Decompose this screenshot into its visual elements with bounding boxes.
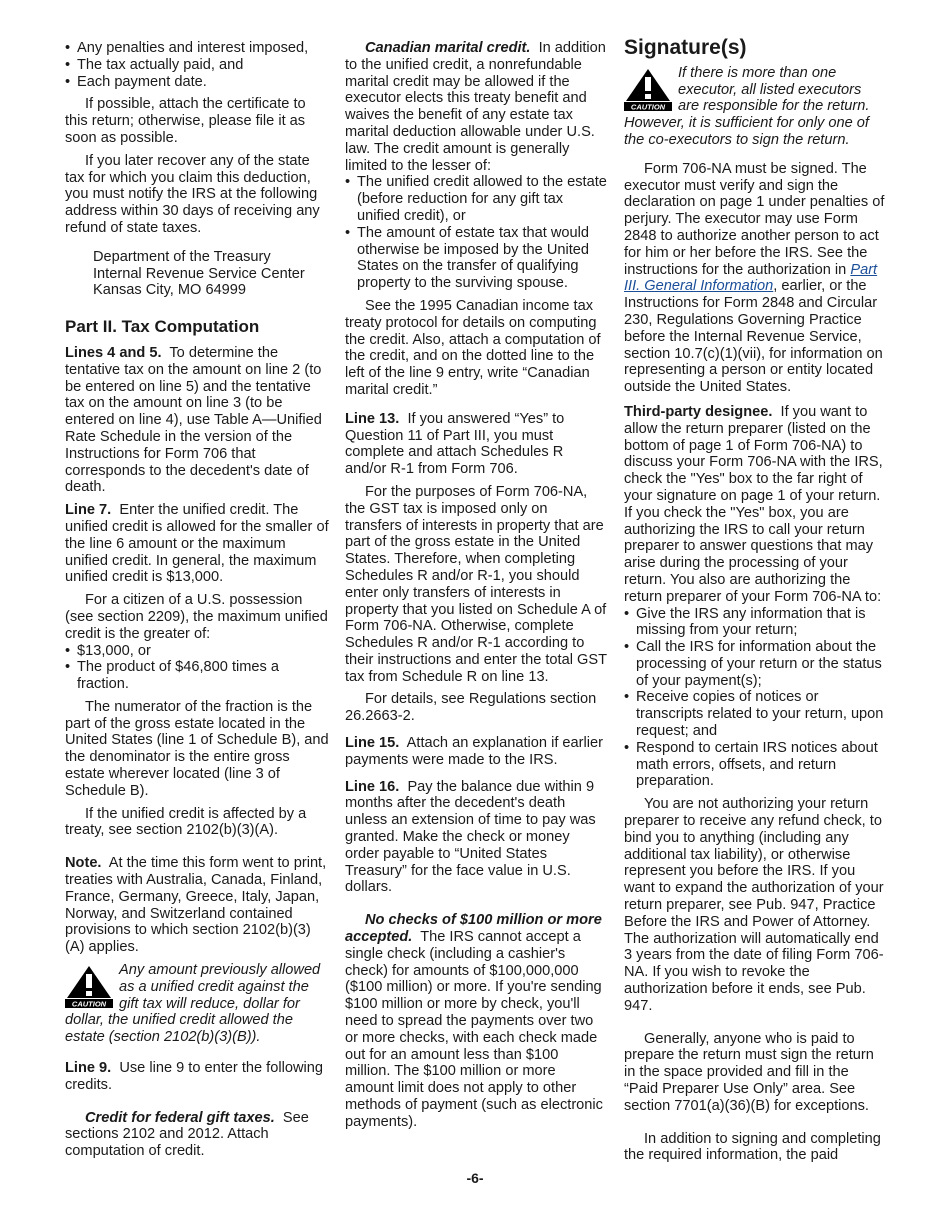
- note-text: At the time this form went to print, treaties with Australia, Canada, Finland, France, Germany, Greece, Italy, Japan, Norway, and Switzerland contained provisions to which section 2102(b)(3)(A) applies.: [65, 855, 327, 956]
- paragraph-signed: [624, 161, 886, 396]
- caution-text: If there is more than one executor, all listed executors are responsible for the return. However, it is sufficient for only one of the co-executors to sign the return.: [624, 64, 870, 148]
- caution-text: Any amount previously allowed as a unified credit against the gift tax will reduce, dollar for dollar, the unified credit allowed the estate (section 2102(b)(3)(B)).: [65, 962, 321, 1046]
- page-number: -6-: [466, 1170, 484, 1186]
- list-item: • The amount of estate tax that would otherwise be imposed by the United States on the transfer of qualifying property to the surviving spouse.: [345, 225, 607, 292]
- line-16-paragraph: [345, 779, 607, 897]
- paragraph-attach: If possible, attach the certificate to this return; otherwise, please file it as soon as possible.: [65, 96, 306, 146]
- line-7-paragraph: [65, 502, 330, 586]
- signatures-heading: Signature(s): [624, 36, 747, 59]
- canadian-credit-label: Canadian marital credit.: [365, 40, 531, 56]
- list-item: • The unified credit allowed to the estate (before reduction for any gift tax unified credit), or: [345, 174, 607, 224]
- line-13-paragraph: [345, 411, 607, 478]
- paragraph-details: For details, see Regulations section 26.2663-2.: [345, 691, 597, 725]
- column-right: [624, 36, 886, 1170]
- canadian-credit-paragraph: [345, 40, 607, 174]
- caution-icon: [65, 964, 113, 1008]
- line-9-paragraph: [65, 1060, 330, 1094]
- line-16-label: Line 16.: [345, 778, 400, 795]
- address-line: Department of the Treasury: [93, 248, 271, 265]
- lines-4-5-paragraph: [65, 345, 330, 496]
- caution-icon: [624, 67, 672, 111]
- canadian-credit-text: In addition to the unified credit, a nonrefundable marital credit may be allowed if the executor elects this treaty benefit and waives the benefit of any estate tax marital deduction allowable under U.S. law. The credit amount is generally limited to the lesser of:: [345, 40, 606, 174]
- line-15-label: Line 15.: [345, 735, 400, 752]
- caution-icon-label: CAUTION: [71, 999, 107, 1009]
- line-16-text: Pay the balance due within 9 months after the decedent's death unless an extension of time to pay was granted. Make the check or money order payable to “United States Treasury” for the face value in U.S. dollars.: [345, 778, 596, 896]
- column-middle: [345, 40, 607, 1137]
- gift-credit-paragraph: [65, 1110, 330, 1160]
- line-7-text: Enter the unified credit. The unified credit is allowed for the smaller of the line 6 amount or the maximum unified credit. In general, the maximum unified credit is $13,000.: [65, 502, 329, 586]
- third-party-text: If you want to allow the return preparer (listed on the bottom of page 1 of Form 706-NA) to discuss your Form 706-NA with the IRS, check the "Yes" box to the far right of your signature on page 1 of your return. If you check the "Yes" box, you are authorizing the IRS to call your return preparer to answer questions that may arise during the processing of your return. You also are authorizing the return preparer of your Form 706-NA to:: [624, 403, 883, 605]
- address-line: Internal Revenue Service Center: [93, 265, 305, 282]
- paragraph-generally: Generally, anyone who is paid to prepare the return must sign the return in the space provided and fill in the “Paid Preparer Use Only” area. See section 7701(a)(36)(B) for exceptions.: [624, 1030, 874, 1114]
- part-iii-link[interactable]: Part III. General Information: [624, 261, 878, 295]
- gift-credit-label: Credit for federal gift taxes.: [85, 1109, 275, 1126]
- signed-text-a: Form 706-NA must be signed. The executor must verify and sign the declaration on page 1 under penalties of perjury. The executor may use Form 2848 to authorize another person to act for him or her before the IRS. See the instructions for the authorization in: [624, 160, 885, 278]
- third-party-label: Third-party designee.: [624, 403, 773, 420]
- list-item: • $13,000, or: [65, 643, 330, 660]
- line-15-paragraph: [345, 735, 607, 769]
- caution-block: [624, 65, 886, 149]
- line-13-label: Line 13.: [345, 410, 400, 427]
- paragraph-treaty: If the unified credit is affected by a treaty, see section 2102(b)(3)(A).: [65, 805, 307, 839]
- list-item: • Any penalties and interest imposed,: [65, 40, 330, 57]
- signed-text-b: , earlier, or the Instructions for Form 2848 and Circular 230, Regulations Governing Practice before the Internal Revenue Service, section 10.7(c)(1)(vii), for information on representing a person or entity located outside the United States.: [624, 278, 883, 396]
- list-item: • Give the IRS any information that is missing from your return;: [624, 606, 886, 640]
- list-item: • Receive copies of notices or transcripts related to your return, upon request; and: [624, 689, 886, 739]
- note-paragraph: [65, 855, 330, 956]
- line-13-text: If you answered “Yes” to Question 11 of Part III, you must complete and attach Schedules R and/or R-1 from Form 706.: [345, 410, 565, 478]
- list-item: • The tax actually paid, and: [65, 57, 330, 74]
- line-9-text: Use line 9 to enter the following credits.: [65, 1060, 323, 1093]
- address-line: Kansas City, MO 64999: [93, 282, 247, 299]
- paragraph-protocol: See the 1995 Canadian income tax treaty protocol for details on computing the credit. Also, attach a computation of the credit, and on the dotted line to the left of the line 9 entry, write “Canadian marital credit.”: [345, 297, 601, 398]
- paragraph-gst: For the purposes of Form 706-NA, the GST tax is imposed only on transfers of interests in property that are part of the gross estate in the United States. Therefore, when completing Schedules R and/or R-1, you should enter only transfers of interests in property that you listed on Schedule A of Form 706-NA. Otherwise, complete Schedules R and/or R-1 according to their instructions and enter the total GST tax from Schedule R on line 13.: [345, 483, 607, 685]
- list-item: • Each payment date.: [65, 74, 330, 91]
- no-checks-paragraph: [345, 912, 607, 1130]
- paragraph-not-authorizing: You are not authorizing your return preparer to receive any refund check, to bind you to anything (including any additional tax liability), or otherwise represent you before the IRS. If you want to expand the authorization of your return preparer, see Pub. 947, Practice Before the IRS and Power of Attorney. The authorization will automatically end 3 years from the date of filing Form 706-NA. If you wish to revoke the authorization before it ends, see Pub. 947.: [624, 796, 884, 1014]
- part2-heading: Part II. Tax Computation: [65, 317, 260, 337]
- lines-4-5-label: Lines 4 and 5.: [65, 344, 162, 361]
- list-item: • The product of $46,800 times a fraction.: [65, 659, 330, 693]
- paragraph-addition: In addition to signing and completing the required information, the paid: [624, 1130, 881, 1164]
- line-15-text: Attach an explanation if earlier payments were made to the IRS.: [345, 735, 603, 768]
- note-label: Note.: [65, 855, 102, 872]
- caution-icon-label: CAUTION: [630, 102, 666, 111]
- paragraph-numerator: The numerator of the fraction is the part of the gross estate located in the United States (line 1 of Schedule B), and the denominator is the entire gross estate wherever located (line 3 of Schedule B).: [65, 698, 329, 799]
- third-party-paragraph: [624, 404, 886, 606]
- list-item: • Call the IRS for information about the processing of your return or the status of your payment(s);: [624, 639, 886, 689]
- no-checks-text: The IRS cannot accept a single check (including a cashier's check) for amounts of $100,000,000 ($100 million) or more. If you're sending $100 million or more by check, you'll need to spread the payments over two or more checks, with each check made out for an amount less than $100 million. The $100 million or more amount limit does not apply to other methods of payment (such as electronic payments).: [345, 929, 603, 1130]
- gift-credit-text: See sections 2102 and 2012. Attach computation of credit.: [65, 1109, 309, 1160]
- paragraph-recover: If you later recover any of the state tax for which you claim this deduction, you must notify the IRS at the following address within 30 days of receiving any refund of state taxes.: [65, 152, 320, 236]
- no-checks-label: No checks of $100 million or more accepted.: [345, 912, 602, 946]
- lines-4-5-text: To determine the tentative tax on the amount on line 2 (to be entered on line 5) and the tentative tax on the amount on line 3 (to be entered on line 4), use Table A—Unified Rate Schedule in the version of the Instructions for Form 706 that corresponds to the decedent's date of death.: [65, 344, 322, 496]
- list-item: • Respond to certain IRS notices about math errors, offsets, and return preparation.: [624, 740, 886, 790]
- line-9-label: Line 9.: [65, 1060, 112, 1077]
- line-7-label: Line 7.: [65, 502, 112, 519]
- paragraph-possession: For a citizen of a U.S. possession (see section 2209), the maximum unified credit is the greater of:: [65, 592, 328, 642]
- column-left: [65, 40, 330, 1166]
- irs-address: [65, 249, 330, 299]
- caution-block: [65, 962, 330, 1046]
